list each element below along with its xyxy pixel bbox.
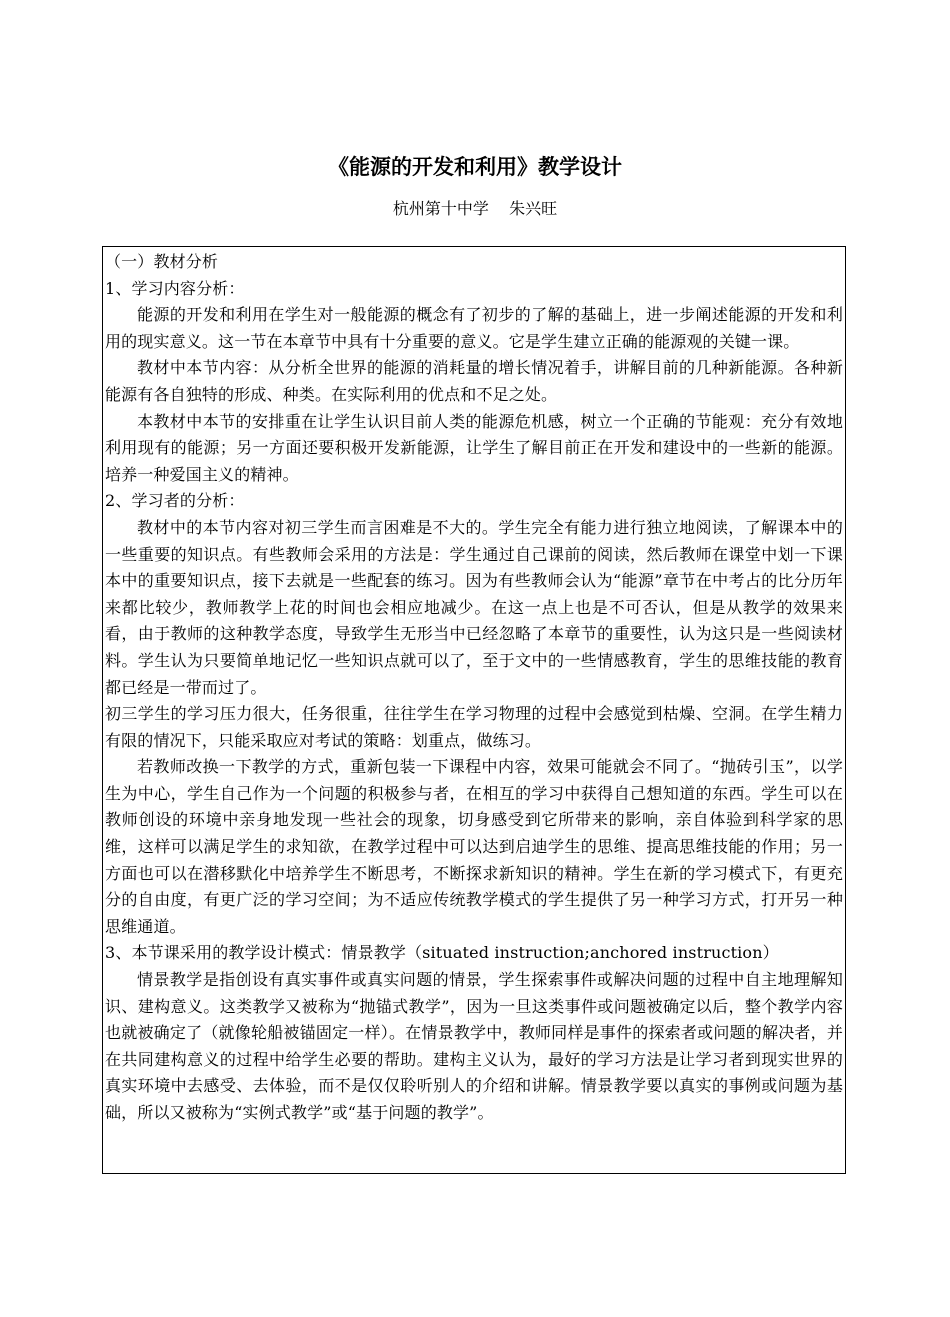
subheading-content-analysis: 1、学习内容分析： xyxy=(105,278,245,298)
author-line: 杭州第十中学 朱兴旺 xyxy=(392,199,558,218)
paragraph: 本教材中本节的安排重在让学生认识目前人类的能源危机感，树立一个正确的节能观：充分有效地利用现有的能源；另一方面还要积极开发新能源，让学生了解目前正在开发和建设中的一些新的能源。培养一种爱国主义的精神。 xyxy=(105,411,843,484)
section-heading: （一）教材分析 xyxy=(105,252,219,271)
paragraph: 情景教学是指创设有真实事件或真实问题的情景，学生探索事件或解决问题的过程中自主地理解知识、建构意义。这类教学又被称为“抛锚式教学”，因为一旦这类事件或问题被确定以后，整个教学内容也就被确定了（就像轮船被锚固定一样）。在情景教学中，教师同样是事件的探索者或问题的解决者，并在共同建构意义的过程中给学生必要的帮助。建构主义认为，最好的学习方法是让学习者到现实世界的真实环境中去感受、去体验，而不是仅仅聆听别人的介绍和讲解。情景教学要以真实的事例或问题为基础，所以又被称为“实例式教学”或“基于问题的教学”。 xyxy=(105,970,843,1122)
analysis-table-cell xyxy=(102,246,846,1174)
document-title: 《能源的开发和利用》教学设计 xyxy=(328,155,622,179)
paragraph: 若教师改换一下教学的方式，重新包装一下课程中内容，效果可能就会不同了。“抛砖引玉”，以学生为中心，学生自己作为一个问题的积极参与者，在相互的学习中获得自己想知道的东西。学生可以在教师创设的环境中亲身地发现一些社会的现象，切身感受到它所带来的影响，亲自体验到科学家的思维，这样可以满足学生的求知欲，在教学过程中可以达到启迪学生的思维、提高思维技能的作用；另一方面也可以在潜移默化中培养学生不断思考，不断探求新知识的精神。学生在新的学习模式下，有更充分的自由度，有更广泛的学习空间；为不适应传统教学模式的学生提供了另一种学习方式，打开另一种思维通道。 xyxy=(105,757,843,936)
paragraph: 教材中的本节内容对初三学生而言困难是不大的。学生完全有能力进行独立地阅读，了解课本中的一些重要的知识点。有些教师会采用的方法是：学生通过自己课前的阅读，然后教师在课堂中划一下课本中的重要知识点，接下去就是一些配套的练习。因为有些教师会认为“能源”章节在中考占的比分历年来都比较少，教师教学上花的时间也会相应地减少。在这一点上也是不可否认，但是从教学的效果来看，由于教师的这种教学态度，导致学生无形当中已经忽略了本章节的重要性，认为这只是一些阅读材料。学生认为只要简单地记忆一些知识点就可以了，至于文中的一些情感教育，学生的思维技能的教育都已经是一带而过了。 xyxy=(105,517,843,697)
paragraph: 能源的开发和利用在学生对一般能源的概念有了初步的了解的基础上，进一步阐述能源的开发和利用的现实意义。这一节在本章节中具有十分重要的意义。它是学生建立正确的能源观的关键一课。 xyxy=(105,305,843,351)
subheading-design-model: 3、本节课采用的教学设计模式：情景教学（situated instruction;anchored instruction） xyxy=(105,943,779,963)
subheading-learner-analysis: 2、学习者的分析： xyxy=(105,491,245,511)
paragraph: 教材中本节内容：从分析全世界的能源的消耗量的增长情况着手，讲解目前的几种新能源。各种新能源有各自独特的形成、种类。在实际利用的优点和不足之处。 xyxy=(105,358,843,404)
paragraph: 初三学生的学习压力很大，任务很重，往往学生在学习物理的过程中会感觉到枯燥、空洞。在学生精力有限的情况下，只能采取应对考试的策略：划重点，做练习。 xyxy=(105,704,843,750)
